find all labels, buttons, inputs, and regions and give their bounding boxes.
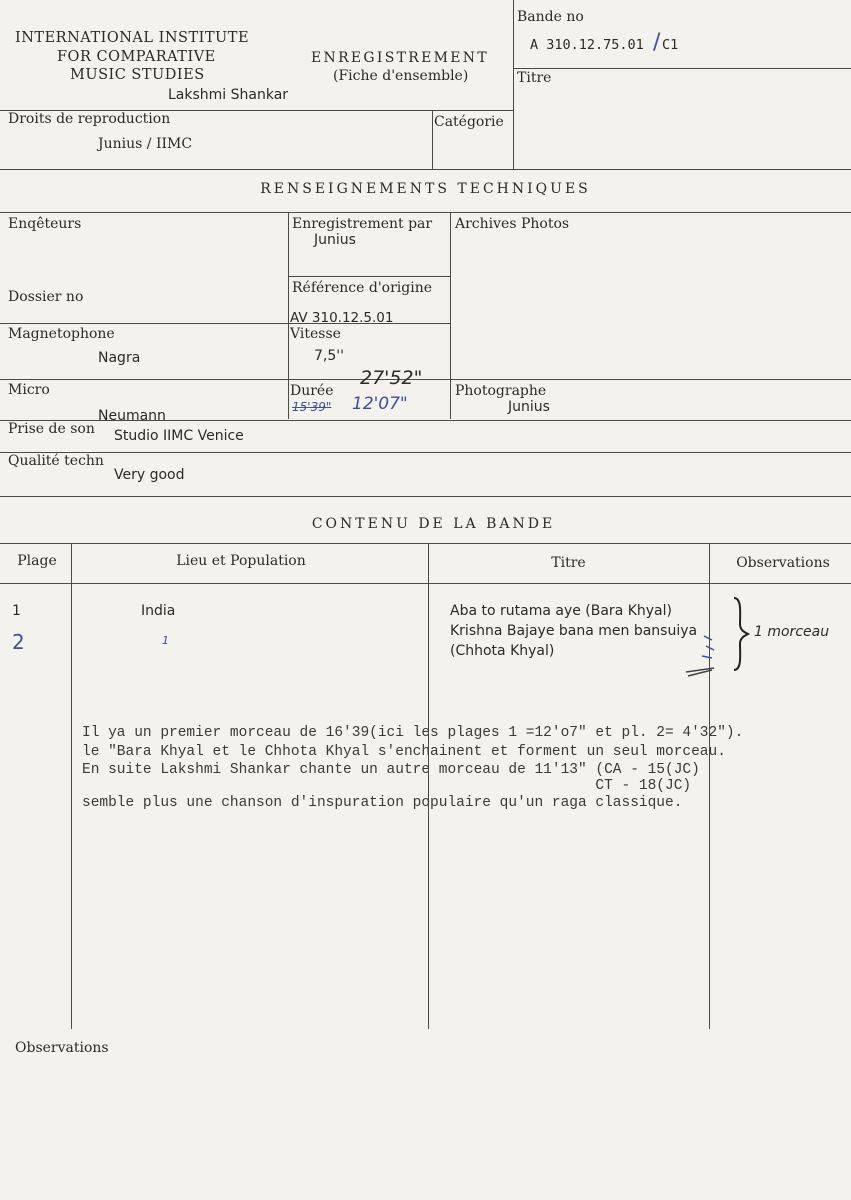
rule-table-col1	[71, 543, 72, 1029]
duree-label: Durée	[290, 383, 334, 399]
rule-bande-titre	[513, 68, 851, 69]
form-title: ENREGISTREMENT	[311, 50, 489, 66]
row2-titre: Krishna Bajaye bana men bansuiya	[450, 623, 698, 639]
technical-section-title: RENSEIGNEMENTS TECHNIQUES	[260, 181, 591, 197]
categorie-label: Catégorie	[434, 114, 504, 130]
obs-handwritten-note: 1 morceau	[754, 624, 830, 640]
bande-slash-mark: /	[653, 30, 661, 55]
photographe-value: Junius	[508, 399, 550, 415]
titre-label: Titre	[517, 70, 552, 86]
form-subtitle: (Fiche d'ensemble)	[333, 68, 469, 84]
duree-handwritten-struck: 15'39"	[292, 400, 332, 414]
observations-label: Observations	[15, 1040, 109, 1056]
note-line-2: le "Bara Khyal et le Chhota Khyal s'enchainent et forment un seul morceau.	[82, 744, 726, 760]
vitesse-value: 7,5''	[314, 348, 344, 364]
rule-header-bottom	[0, 169, 851, 170]
micro-label: Micro	[8, 382, 50, 398]
enregistrement-label: Enregistrement par	[292, 216, 433, 232]
qualite-label: Qualité techn	[8, 453, 104, 469]
handwritten-arrow-icon	[682, 632, 722, 680]
rule-table-col3	[709, 543, 710, 1029]
bande-suffix: C1	[662, 37, 679, 53]
duree-handwritten-corrected: 12'07"	[352, 394, 408, 414]
institute-name-line1: INTERNATIONAL INSTITUTE	[15, 30, 250, 46]
enregistrement-value: Junius	[314, 232, 356, 248]
row1-titre: Aba to rutama aye (Bara Khyal)	[450, 603, 672, 619]
note-line-3: En suite Lakshmi Shankar chante un autre morceau de 11'13" (CA - 15(JC)	[82, 762, 700, 778]
rule-enreg-ref	[288, 276, 451, 277]
handwritten-brace-icon	[728, 594, 752, 674]
artist-name: Lakshmi Shankar	[168, 87, 289, 103]
column-titre: Titre	[551, 555, 586, 571]
reference-value: AV 310.12.5.01	[290, 310, 394, 326]
qualite-value: Very good	[114, 467, 185, 483]
micro-value: Neumann	[98, 408, 166, 424]
column-lieu-population: Lieu et Population	[176, 553, 306, 569]
enqueteurs-label: Enqêteurs	[8, 216, 82, 232]
reference-label: Référence d'origine	[292, 280, 433, 296]
rule-tech-title	[0, 212, 851, 213]
rule-row-qualite	[0, 452, 851, 453]
row1-plage: 1	[12, 603, 21, 619]
row2-plage-handwritten: 2	[12, 630, 25, 654]
vitesse-label: Vitesse	[290, 326, 341, 342]
rule-tech-col2	[450, 212, 451, 419]
rule-table-top	[0, 543, 851, 544]
row1-lieu: India	[141, 603, 176, 619]
institute-name-line2: FOR COMPARATIVE	[57, 49, 216, 65]
row3-titre: (Chhota Khyal)	[450, 643, 555, 659]
magnetophone-value: Nagra	[98, 350, 141, 366]
rule-row-micro	[0, 379, 851, 380]
prise-label: Prise de son	[8, 421, 95, 437]
note-line-4: CT - 18(JC)	[82, 778, 692, 794]
rule-categorie	[432, 110, 433, 169]
rule-table-header	[0, 583, 851, 584]
prise-value: Studio IIMC Venice	[114, 428, 244, 444]
dossier-label: Dossier no	[8, 289, 84, 305]
rule-tech-col1	[288, 212, 289, 419]
bande-label: Bande no	[517, 9, 584, 25]
column-plage: Plage	[17, 553, 57, 569]
photographe-label: Photographe	[455, 383, 547, 399]
content-section-title: CONTENU DE LA BANDE	[311, 516, 556, 532]
droits-label: Droits de reproduction	[8, 111, 171, 127]
rule-header-divider	[513, 0, 514, 169]
note-line-1: Il ya un premier morceau de 16'39(ici les plages 1 =12'o7" et pl. 2= 4'32").	[82, 725, 744, 741]
duree-handwritten-total: 27'52"	[360, 367, 423, 389]
institute-name-line3: MUSIC STUDIES	[70, 67, 205, 83]
row2-lieu-handwritten: 1	[162, 634, 169, 647]
bande-value: A 310.12.75.01	[530, 37, 644, 53]
column-observations: Observations	[736, 555, 830, 571]
archives-label: Archives Photos	[455, 216, 570, 232]
magnetophone-label: Magnetophone	[8, 326, 115, 342]
droits-value: Junius / IIMC	[98, 136, 193, 152]
rule-tech-bottom	[0, 496, 851, 497]
note-line-5: semble plus une chanson d'inspuration populaire qu'un raga classique.	[82, 795, 683, 811]
